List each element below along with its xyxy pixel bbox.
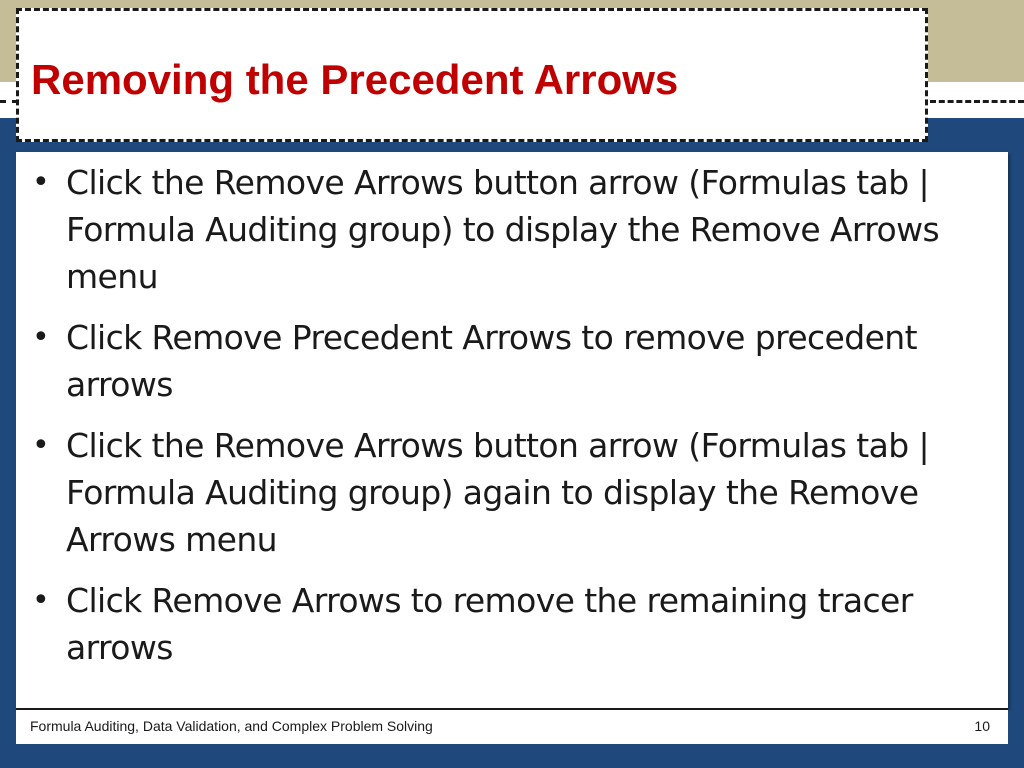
bullet-item [26,577,996,671]
bullet-text: Click the Remove Arrows button arrow (Formulas tab | Formula Auditing group) again to display the Remove Arrows menu [66,426,930,559]
page-number: 10 [974,718,990,734]
bullet-icon: • [32,428,50,463]
footer-bar [16,708,1008,744]
bullet-text: Click Remove Arrows to remove the remaining tracer arrows [66,581,913,667]
bullet-list [26,159,996,685]
bullet-item [26,314,996,408]
bullet-icon: • [32,583,50,618]
footer-text: Formula Auditing, Data Validation, and Complex Problem Solving [30,718,433,734]
content-panel [16,152,1008,708]
dashed-divider-right [930,100,1024,103]
bullet-icon: • [32,320,50,355]
bullet-text: Click Remove Precedent Arrows to remove precedent arrows [66,318,917,404]
bullet-item [26,422,996,563]
title-box [16,8,928,142]
bullet-text: Click the Remove Arrows button arrow (Formulas tab | Formula Auditing group) to display the Remove Arrows menu [66,163,940,296]
bullet-icon: • [32,165,50,200]
bullet-item [26,159,996,300]
slide-title: Removing the Precedent Arrows [31,56,679,103]
